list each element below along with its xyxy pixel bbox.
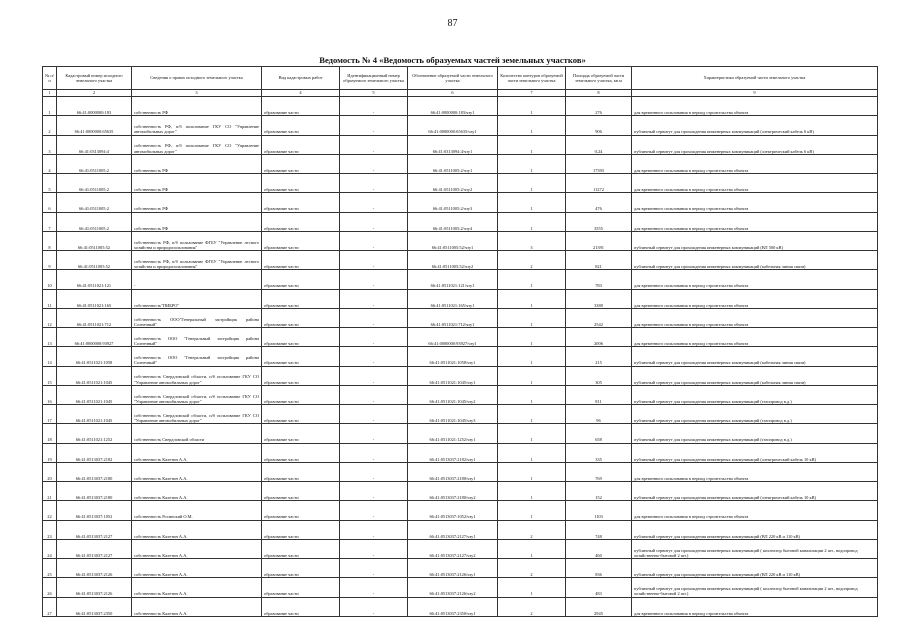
- contour-count: 1: [498, 578, 566, 597]
- table-row: [43, 385, 878, 404]
- parcel-id: -: [340, 308, 408, 327]
- contour-count: 1: [498, 289, 566, 308]
- work-type: образование части: [262, 462, 340, 481]
- row-number: 17: [43, 405, 57, 424]
- parcel-id: -: [340, 193, 408, 212]
- table-row: [43, 366, 878, 385]
- row-number: 23: [43, 520, 57, 539]
- part-area: 276: [566, 97, 632, 116]
- table-row: [43, 578, 878, 597]
- table-row: [43, 347, 878, 366]
- cadastral-number: 66:41:0513037:2182: [57, 443, 132, 462]
- parcel-id: -: [340, 251, 408, 270]
- contour-count: 1: [498, 270, 566, 289]
- part-characteristic: для временного пользования в период строительства объекта: [632, 328, 878, 347]
- part-designation: 66:41:0513037:2127/чзу2: [408, 539, 498, 558]
- part-designation: 66:41:0000000:93927/чзу1: [408, 328, 498, 347]
- table-row: [43, 270, 878, 289]
- part-area: 811: [566, 385, 632, 404]
- work-type: образование части: [262, 559, 340, 578]
- row-number: 19: [43, 443, 57, 462]
- part-area: 0,24: [566, 135, 632, 154]
- work-type: образование части: [262, 135, 340, 154]
- work-type: образование части: [262, 539, 340, 558]
- part-designation: 66:41:0511005:52/чзу2: [408, 251, 498, 270]
- part-designation: 66:41:0313094:4/чзу1: [408, 135, 498, 154]
- cadastral-number: 66:41:0511021:1045: [57, 385, 132, 404]
- part-designation: 66:41:0511005:2/чзу4: [408, 212, 498, 231]
- part-area: 96: [566, 405, 632, 424]
- part-area: 3380: [566, 289, 632, 308]
- cadastral-number: 66:41:0513037:2126: [57, 559, 132, 578]
- part-area: 821: [566, 251, 632, 270]
- cadastral-number: 66:41:0513037:2127: [57, 520, 132, 539]
- work-type: образование части: [262, 289, 340, 308]
- parcel-id: -: [340, 154, 408, 173]
- part-designation: 66:41:0513037:2180/чзу2: [408, 482, 498, 501]
- column-number: 6: [408, 90, 498, 97]
- column-number: 1: [43, 90, 57, 97]
- column-header: Количество контуров образуемой части земельного участка: [498, 67, 566, 90]
- part-characteristic: публичный сервитут для прохождения инженерных коммуникаций (ВЛ 500 кВ): [632, 231, 878, 250]
- part-characteristic: публичный сервитут для прохождения инженерных коммуникаций ( коллектор бытовой канализации 2 шт., водопровод хозяйственно-бытовой 2 шт.): [632, 578, 878, 597]
- contour-count: 1: [498, 405, 566, 424]
- parcel-id: -: [340, 116, 408, 135]
- parcel-id: -: [340, 501, 408, 520]
- part-characteristic: для временного пользования в период строительства объекта: [632, 289, 878, 308]
- row-number: 22: [43, 501, 57, 520]
- table-body: [43, 97, 878, 617]
- column-header: Идентификационный номер образуемого земельного участка: [340, 67, 408, 90]
- parcel-id: -: [340, 135, 408, 154]
- contour-count: 1: [498, 193, 566, 212]
- work-type: образование части: [262, 154, 340, 173]
- table-row: [43, 559, 878, 578]
- work-type: образование части: [262, 231, 340, 250]
- rights-info: собственность Калетин А.А.: [132, 520, 262, 539]
- part-designation: 66:41:0511005:52/чзу1: [408, 231, 498, 250]
- part-designation: 66:41:0511021:121/чзу1: [408, 270, 498, 289]
- parcel-id: -: [340, 539, 408, 558]
- table-row: [43, 424, 878, 443]
- cadastral-number: 66:41:0511005:52: [57, 231, 132, 250]
- table-row: [43, 289, 878, 308]
- cadastral-number: 66:41:0313094:4: [57, 135, 132, 154]
- row-number: 21: [43, 482, 57, 501]
- part-designation: 66:41:0511021:1045/чзу3: [408, 405, 498, 424]
- part-area: 3555: [566, 212, 632, 231]
- column-header: Вид кадастровых работ: [262, 67, 340, 90]
- part-area: 2542: [566, 308, 632, 327]
- parcel-id: -: [340, 578, 408, 597]
- part-area: 483: [566, 578, 632, 597]
- row-number: 12: [43, 308, 57, 327]
- cadastral-number: 66:41:0000000:93927: [57, 328, 132, 347]
- table-row: [43, 443, 878, 462]
- part-characteristic: публичный сервитут для прохождения инженерных коммуникаций (электрический кабель 6 кВ): [632, 135, 878, 154]
- cadastral-number: 66:41:0513037:2127: [57, 539, 132, 558]
- cadastral-number: 66:41:0511021:712: [57, 308, 132, 327]
- rights-info: собственность РФ, п/б пользование ФГБУ "Управление лесного хозяйства и природопользования": [132, 231, 262, 250]
- part-designation: 66:41:0513037:2126/чзу1: [408, 559, 498, 578]
- part-designation: 66:41:0000000:183/чзу1: [408, 97, 498, 116]
- parcel-id: -: [340, 482, 408, 501]
- page-number: 87: [447, 18, 458, 29]
- part-area: 460: [566, 539, 632, 558]
- parcel-id: -: [340, 289, 408, 308]
- work-type: образование части: [262, 597, 340, 616]
- row-number: 26: [43, 578, 57, 597]
- part-designation: 66:41:0513037:1052/чзу1: [408, 501, 498, 520]
- contour-count: 3: [498, 231, 566, 250]
- column-header: Обозначение образуемой части земельного участка: [408, 67, 498, 90]
- table-row: [43, 174, 878, 193]
- part-designation: 66:41:0511005:2/чзу3: [408, 193, 498, 212]
- contour-count: 1: [498, 539, 566, 558]
- part-characteristic: публичный сервитут для прохождения инженерных коммуникаций (ВЛ 220 кВ и 110 кВ): [632, 520, 878, 539]
- cadastral-number: 66:41:0513037:2350: [57, 597, 132, 616]
- part-area: 836: [566, 559, 632, 578]
- column-header: Сведения о правах исходного земельного участка: [132, 67, 262, 90]
- work-type: образование части: [262, 520, 340, 539]
- part-area: 17393: [566, 154, 632, 173]
- work-type: образование части: [262, 366, 340, 385]
- part-characteristic: публичный сервитут для прохождения инженерных коммуникаций (электрический кабель 10 кВ): [632, 443, 878, 462]
- table-header-row: [43, 67, 878, 90]
- part-area: 748: [566, 520, 632, 539]
- rights-info: собственность"ПИБРО": [132, 289, 262, 308]
- column-number-row: [43, 90, 878, 97]
- part-designation: 66:41:0513037:2182/чзу1: [408, 443, 498, 462]
- cadastral-number: 66:41:0511021:165: [57, 289, 132, 308]
- cadastral-number: 66:41:0511021:1045: [57, 366, 132, 385]
- table-row: [43, 328, 878, 347]
- parcel-id: -: [340, 443, 408, 462]
- column-number: 5: [340, 90, 408, 97]
- rights-info: собственность РФ: [132, 174, 262, 193]
- contour-count: 1: [498, 482, 566, 501]
- part-characteristic: для временного пользования в период строительства объекта: [632, 174, 878, 193]
- table-row: [43, 520, 878, 539]
- contour-count: 1: [498, 443, 566, 462]
- parcel-id: -: [340, 559, 408, 578]
- part-characteristic: для временного пользования в период строительства объекта: [632, 597, 878, 616]
- rights-info: собственность Свердловской области, п/б пользование ГКУ СО "Управление автомобильных дорог": [132, 405, 262, 424]
- part-designation: 66:41:0513037:2126/чзу2: [408, 578, 498, 597]
- rights-info: -: [132, 270, 262, 289]
- table-row: [43, 482, 878, 501]
- part-designation: 66:41:0511021:165/чзу1: [408, 289, 498, 308]
- part-area: 1103: [566, 501, 632, 520]
- column-header: № п/п: [43, 67, 57, 90]
- table-row: [43, 193, 878, 212]
- work-type: образование части: [262, 405, 340, 424]
- parcel-id: -: [340, 424, 408, 443]
- part-area: 2945: [566, 597, 632, 616]
- rights-info: собственность ООО "Генеральный застройщик района Солнечный": [132, 328, 262, 347]
- row-number: 3: [43, 135, 57, 154]
- part-designation: 66:41:0511021:1045/чзу1: [408, 366, 498, 385]
- part-characteristic: публичный сервитут для прохождения инженерных коммуникаций (электрический кабель 10 кВ): [632, 482, 878, 501]
- row-number: 11: [43, 289, 57, 308]
- cadastral-number: 66:41:0000000:183: [57, 97, 132, 116]
- contour-count: 1: [498, 174, 566, 193]
- contour-count: 1: [498, 328, 566, 347]
- part-characteristic: публичный сервитут для прохождения инженерных коммуникаций (кабельная линия связи): [632, 347, 878, 366]
- cadastral-number: 66:41:0000000:65635: [57, 116, 132, 135]
- part-characteristic: для временного пользования в период строительства объекта: [632, 308, 878, 327]
- rights-info: собственность Калетин А.А.: [132, 559, 262, 578]
- part-area: 215: [566, 347, 632, 366]
- table-row: [43, 405, 878, 424]
- column-number: 8: [566, 90, 632, 97]
- work-type: образование части: [262, 270, 340, 289]
- parcel-id: -: [340, 212, 408, 231]
- row-number: 13: [43, 328, 57, 347]
- cadastral-number: 66:41:0511005:2: [57, 212, 132, 231]
- row-number: 14: [43, 347, 57, 366]
- rights-info: собственность Калетин А.А.: [132, 462, 262, 481]
- rights-info: собственность ООО"Генеральный застройщик района Солнечный": [132, 308, 262, 327]
- work-type: образование части: [262, 97, 340, 116]
- cadastral-number: 66:41:0511005:2: [57, 154, 132, 173]
- document-title: Ведомость № 4 «Ведомость образуемых частей земельных участков»: [319, 55, 586, 65]
- table-row: [43, 462, 878, 481]
- contour-count: 1: [498, 366, 566, 385]
- part-characteristic: публичный сервитут для прохождения инженерных коммуникаций (газопровод в.д.): [632, 424, 878, 443]
- contour-count: 1: [498, 154, 566, 173]
- row-number: 18: [43, 424, 57, 443]
- part-designation: 66:41:0511021:1252/чзу1: [408, 424, 498, 443]
- rights-info: собственность Свердловской области: [132, 424, 262, 443]
- column-header: Кадастровый номер исходного земельного участка: [57, 67, 132, 90]
- column-header: Площадь образуемой части земельного участка, кв.м: [566, 67, 632, 90]
- column-number: 2: [57, 90, 132, 97]
- part-designation: 66:41:0513037:2127/чзу1: [408, 520, 498, 539]
- parcel-id: -: [340, 174, 408, 193]
- cadastral-number: 66:41:0511021:1058: [57, 347, 132, 366]
- row-number: 15: [43, 366, 57, 385]
- rights-info: собственность Калетин А.А.: [132, 443, 262, 462]
- work-type: образование части: [262, 193, 340, 212]
- part-area: 658: [566, 424, 632, 443]
- part-area: 21391: [566, 231, 632, 250]
- rights-info: собственность РФ: [132, 193, 262, 212]
- contour-count: 1: [498, 424, 566, 443]
- column-number: 9: [632, 90, 878, 97]
- row-number: 1: [43, 97, 57, 116]
- work-type: образование части: [262, 328, 340, 347]
- cadastral-number: 66:41:0511021:1045: [57, 405, 132, 424]
- column-header: Характеристика образуемой части земельного участка: [632, 67, 878, 90]
- part-characteristic: для временного пользования в период строительства объекта: [632, 154, 878, 173]
- rights-info: собственность Калетин А.А.: [132, 597, 262, 616]
- rights-info: собственность РФ: [132, 97, 262, 116]
- part-characteristic: для временного пользования в период строительства объекта: [632, 462, 878, 481]
- part-designation: 66:41:0511021:712/чзу1: [408, 308, 498, 327]
- part-designation: 66:41:0511021:1045/чзу2: [408, 385, 498, 404]
- part-designation: 66:41:0513037:2350/чзу1: [408, 597, 498, 616]
- parcel-id: -: [340, 520, 408, 539]
- row-number: 24: [43, 539, 57, 558]
- part-designation: 66:41:0513037:2180/чзу1: [408, 462, 498, 481]
- table-row: [43, 308, 878, 327]
- cadastral-number: 66:41:0511021:1252: [57, 424, 132, 443]
- cadastral-number: 66:41:0513037:2180: [57, 482, 132, 501]
- row-number: 7: [43, 212, 57, 231]
- part-area: 305: [566, 366, 632, 385]
- table-row: [43, 97, 878, 116]
- cadastral-number: 66:41:0513037:2126: [57, 578, 132, 597]
- table-row: [43, 212, 878, 231]
- part-area: 152: [566, 482, 632, 501]
- table-row: [43, 501, 878, 520]
- cadastral-number: 66:41:0513037:2180: [57, 462, 132, 481]
- part-characteristic: для временного пользования в период строительства объекта: [632, 212, 878, 231]
- work-type: образование части: [262, 116, 340, 135]
- table-row: [43, 231, 878, 250]
- rights-info: собственность РФ, п/б пользование ГКУ СО "Управление автомобильных дорог": [132, 116, 262, 135]
- cadastral-number: 66:41:0511005:2: [57, 174, 132, 193]
- rights-info: собственность ООО "Генеральный застройщик района Солнечный": [132, 347, 262, 366]
- part-area: 335: [566, 443, 632, 462]
- part-characteristic: публичный сервитут для прохождения инженерных коммуникаций (ВЛ 220 кВ и 110 кВ): [632, 559, 878, 578]
- part-characteristic: публичный сервитут для прохождения инженерных коммуникаций (электрический кабель 6 кВ): [632, 116, 878, 135]
- part-designation: 66:41:0511005:2/чзу1: [408, 154, 498, 173]
- work-type: образование части: [262, 385, 340, 404]
- part-area: 783: [566, 270, 632, 289]
- contour-count: 2: [498, 520, 566, 539]
- part-area: 11272: [566, 174, 632, 193]
- part-characteristic: публичный сервитут для прохождения инженерных коммуникаций (газопровод в.д.): [632, 405, 878, 424]
- parcel-id: -: [340, 462, 408, 481]
- work-type: образование части: [262, 212, 340, 231]
- contour-count: 1: [498, 347, 566, 366]
- part-characteristic: для временного пользования в период строительства объекта: [632, 193, 878, 212]
- contour-count: 1: [498, 308, 566, 327]
- parcel-id: -: [340, 328, 408, 347]
- part-characteristic: для временного пользования в период строительства объекта: [632, 501, 878, 520]
- parcel-id: -: [340, 405, 408, 424]
- row-number: 8: [43, 231, 57, 250]
- contour-count: 1: [498, 462, 566, 481]
- contour-count: 2: [498, 251, 566, 270]
- parcel-parts-table: [42, 66, 878, 617]
- part-area: 2006: [566, 328, 632, 347]
- parcel-id: -: [340, 597, 408, 616]
- parcel-id: -: [340, 97, 408, 116]
- part-designation: 66:41:0000000:65635/чзу1: [408, 116, 498, 135]
- work-type: образование части: [262, 424, 340, 443]
- part-characteristic: публичный сервитут для прохождения инженерных коммуникаций ( коллектор бытовой канализации 2 шт., водопровод хозяйственно-бытовой 2 шт.): [632, 539, 878, 558]
- parcel-id: -: [340, 385, 408, 404]
- work-type: образование части: [262, 443, 340, 462]
- rights-info: собственность РФ: [132, 154, 262, 173]
- row-number: 5: [43, 174, 57, 193]
- parcel-id: -: [340, 347, 408, 366]
- row-number: 6: [43, 193, 57, 212]
- rights-info: собственность РФ: [132, 212, 262, 231]
- rights-info: собственность Свердловской области, п/б пользование ГКУ СО "Управление автомобильных дорог": [132, 385, 262, 404]
- column-number: 4: [262, 90, 340, 97]
- part-characteristic: для временного пользования в период строительства объекта: [632, 97, 878, 116]
- parcel-id: -: [340, 270, 408, 289]
- contour-count: 2: [498, 597, 566, 616]
- row-number: 4: [43, 154, 57, 173]
- contour-count: 1: [498, 212, 566, 231]
- cadastral-number: 66:41:0511005:52: [57, 251, 132, 270]
- table-row: [43, 539, 878, 558]
- part-characteristic: публичный сервитут для прохождения инженерных коммуникаций (кабельная линия связи): [632, 251, 878, 270]
- contour-count: 1: [498, 385, 566, 404]
- row-number: 20: [43, 462, 57, 481]
- part-designation: 66:41:0511005:2/чзу2: [408, 174, 498, 193]
- cadastral-number: 66:41:0511021:121: [57, 270, 132, 289]
- work-type: образование части: [262, 501, 340, 520]
- table-row: [43, 597, 878, 616]
- work-type: образование части: [262, 174, 340, 193]
- rights-info: собственность Калетин А.А.: [132, 539, 262, 558]
- row-number: 2: [43, 116, 57, 135]
- cadastral-number: 66:41:0511005:2: [57, 193, 132, 212]
- part-area: 476: [566, 193, 632, 212]
- part-characteristic: для временного пользования в период строительства объекта: [632, 270, 878, 289]
- row-number: 25: [43, 559, 57, 578]
- rights-info: собственность Росинский О.М.: [132, 501, 262, 520]
- row-number: 16: [43, 385, 57, 404]
- parcel-id: -: [340, 366, 408, 385]
- rights-info: собственность РФ, п/б пользование ГКУ СО "Управление автомобильных дорог": [132, 135, 262, 154]
- part-characteristic: публичный сервитут для прохождения инженерных коммуникаций (кабельная линия связи): [632, 366, 878, 385]
- contour-count: 1: [498, 97, 566, 116]
- contour-count: 2: [498, 559, 566, 578]
- work-type: образование части: [262, 251, 340, 270]
- part-area: 906: [566, 116, 632, 135]
- work-type: образование части: [262, 578, 340, 597]
- cadastral-number: 66:41:0513037:1052: [57, 501, 132, 520]
- row-number: 9: [43, 251, 57, 270]
- column-number: 3: [132, 90, 262, 97]
- table-row: [43, 116, 878, 135]
- rights-info: собственность Калетин А.А.: [132, 482, 262, 501]
- contour-count: 1: [498, 501, 566, 520]
- parcel-id: -: [340, 231, 408, 250]
- work-type: образование части: [262, 347, 340, 366]
- rights-info: собственность Свердловской области, п/б пользование ГКУ СО "Управление автомобильных дорог": [132, 366, 262, 385]
- contour-count: 1: [498, 116, 566, 135]
- rights-info: собственность РФ, п/б пользование ФГБУ "Управление лесного хозяйства и природопользования": [132, 251, 262, 270]
- rights-info: собственность Калетин А.А.: [132, 578, 262, 597]
- part-area: 769: [566, 462, 632, 481]
- row-number: 27: [43, 597, 57, 616]
- work-type: образование части: [262, 482, 340, 501]
- row-number: 10: [43, 270, 57, 289]
- contour-count: 1: [498, 135, 566, 154]
- table-row: [43, 251, 878, 270]
- part-characteristic: публичный сервитут для прохождения инженерных коммуникаций (газопровод в.д.): [632, 385, 878, 404]
- table-row: [43, 154, 878, 173]
- column-number: 7: [498, 90, 566, 97]
- part-designation: 66:41:0511021:1058/чзу1: [408, 347, 498, 366]
- table-row: [43, 135, 878, 154]
- work-type: образование части: [262, 308, 340, 327]
